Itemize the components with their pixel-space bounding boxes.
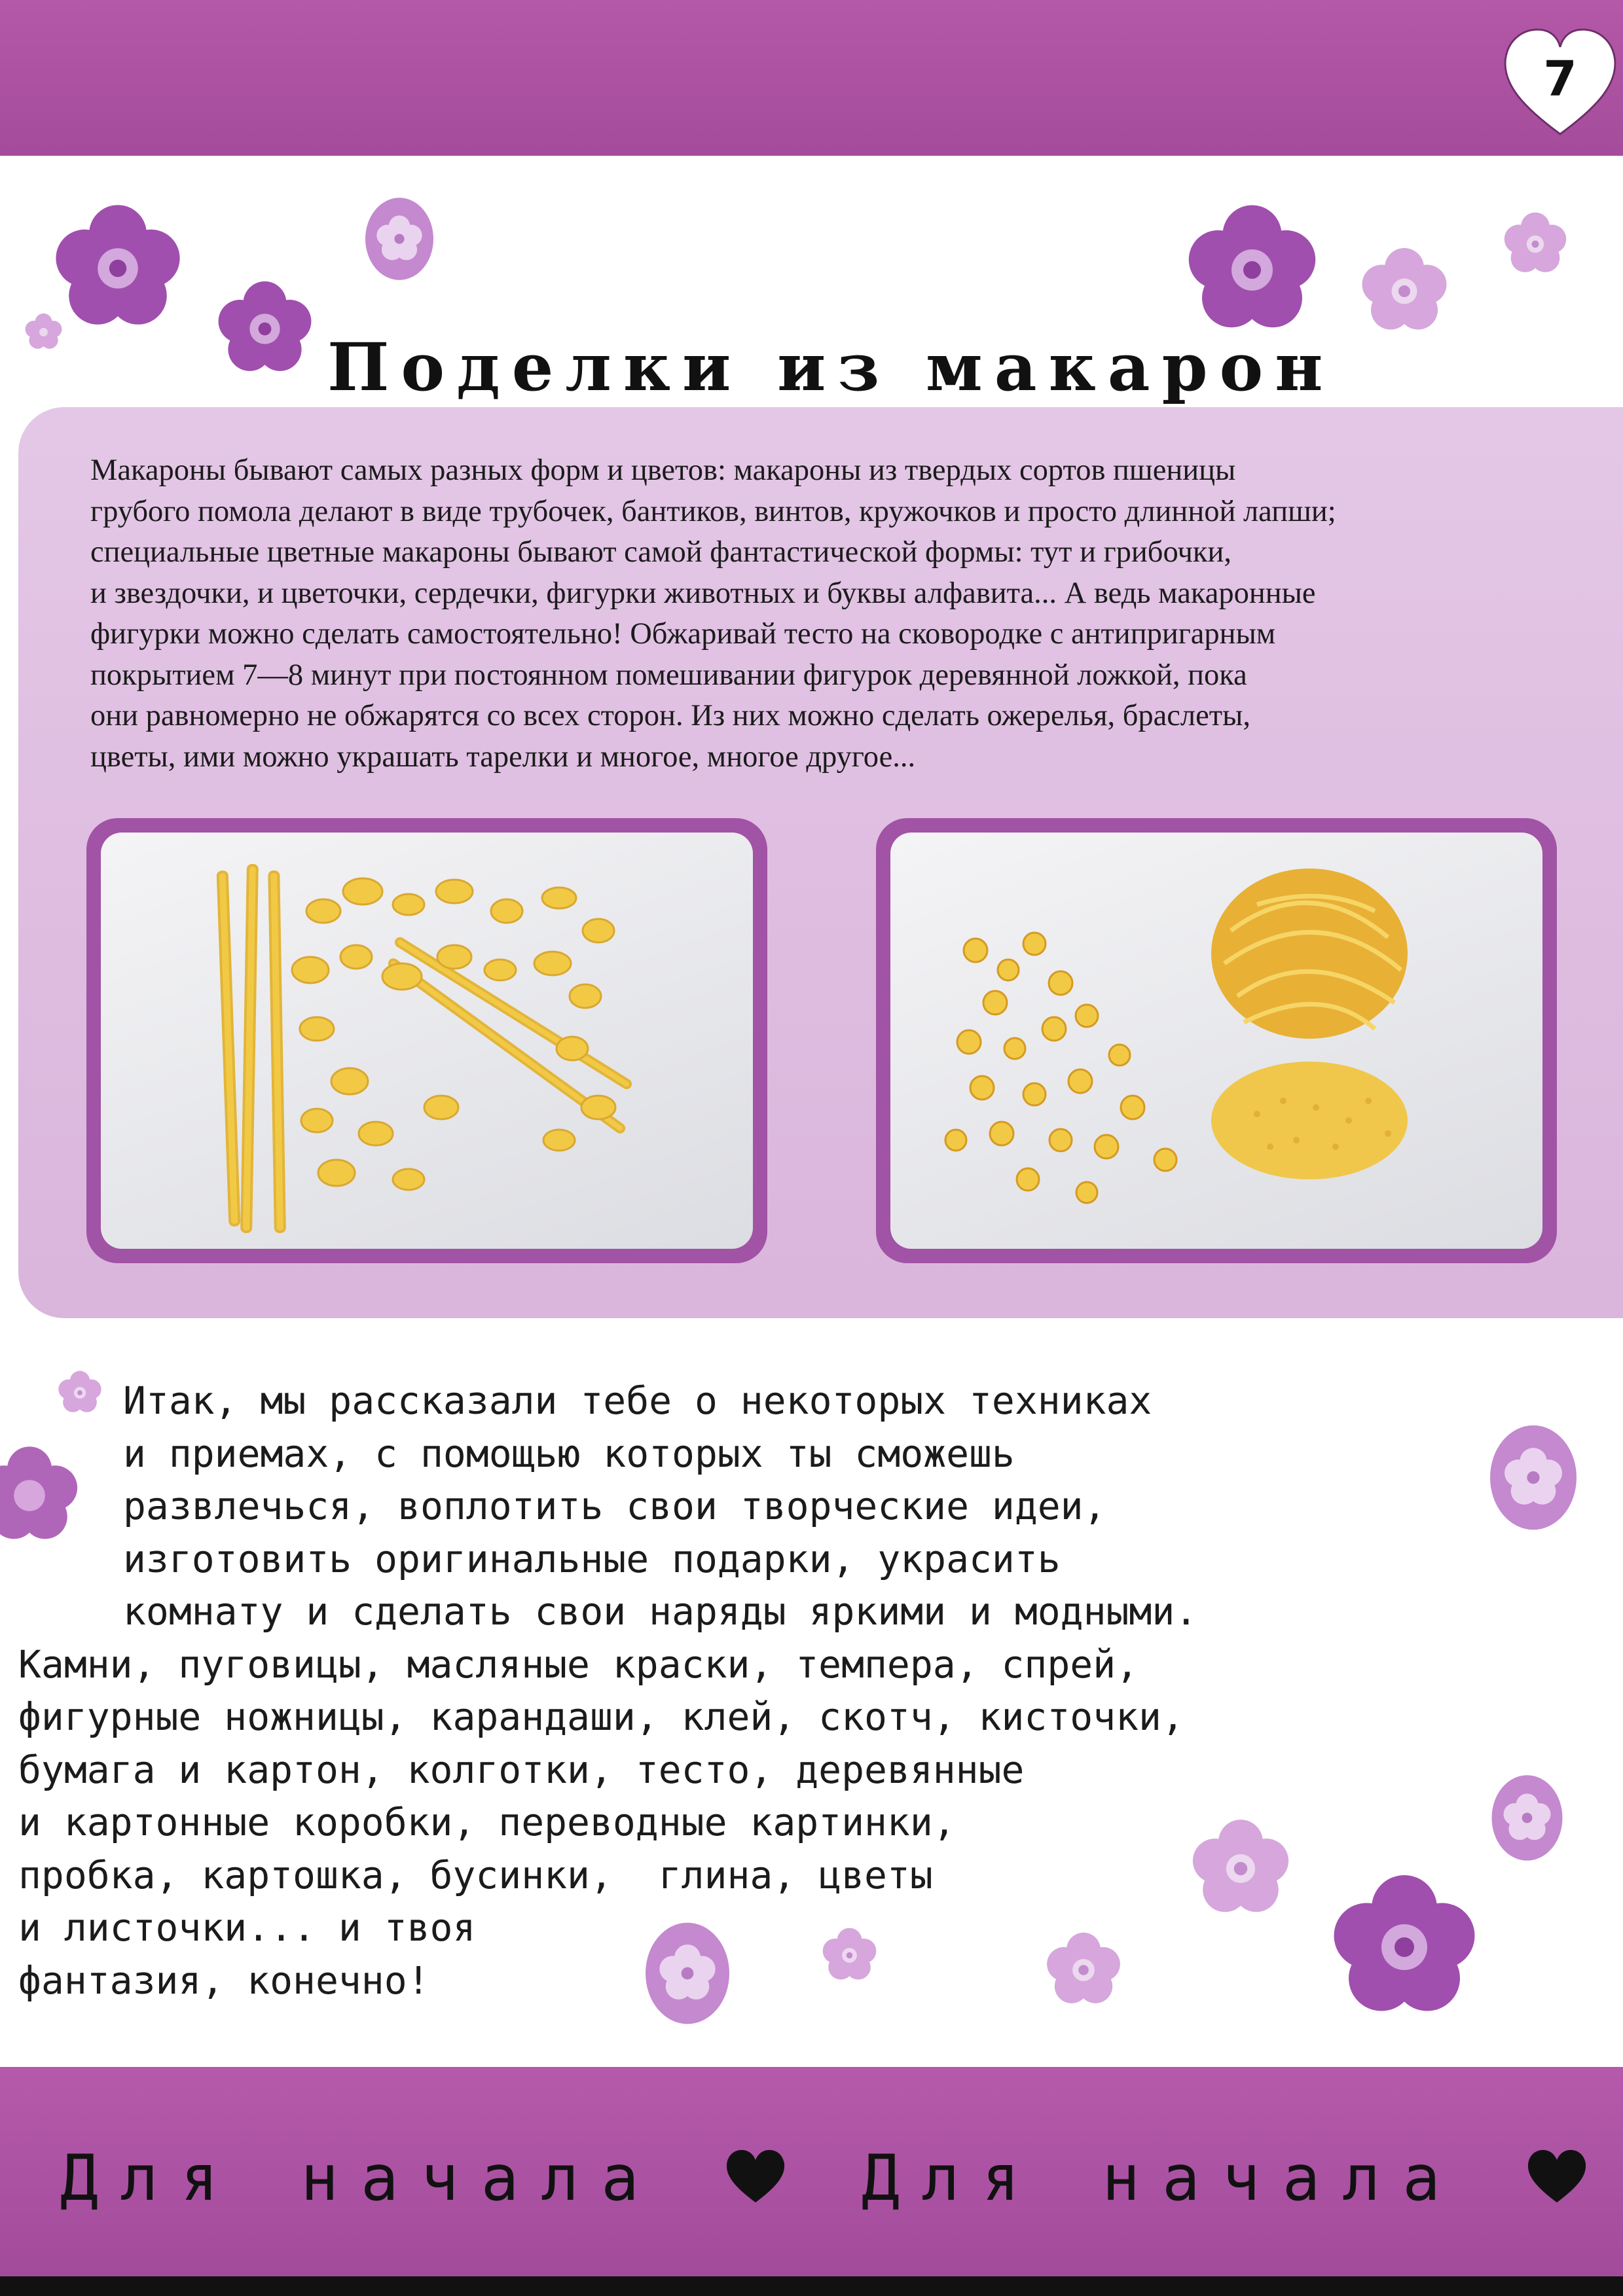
pasta-shells-nest-image [890, 833, 1542, 1249]
bottom-stripe [0, 2276, 1623, 2296]
flower-icon [1489, 1774, 1565, 1862]
body-line: и листочки... и твоя [18, 1905, 476, 1950]
intro-line: и звездочки, и цветочки, сердечки, фигурки животных и буквы алфавита... А ведь макаронные [90, 576, 1316, 610]
flower-icon [46, 196, 190, 340]
intro-line: грубого помола делают в виде трубочек, бантиков, винтов, кружочков и просто длинной лапши; [90, 494, 1336, 528]
intro-line: Макароны бывают самых разных форм и цветов: макароны из твердых сортов пшеницы [90, 454, 1236, 487]
intro-line: цветы, ими можно украшать тарелки и многое, многое другое... [90, 740, 916, 774]
body-line: и приемах, с помощью которых ты сможешь [123, 1431, 1015, 1476]
flower-icon [1322, 1865, 1486, 2029]
intro-line: они равномерно не обжарятся со всех сторон. Из них можно сделать ожерелья, браслеты, [90, 699, 1250, 732]
pasta-assortment-image [101, 833, 753, 1249]
flower-icon [1355, 242, 1453, 340]
flower-icon [211, 275, 319, 383]
flower-icon [1178, 196, 1326, 344]
intro-line: покрытием 7—8 минут при постоянном помешивании фигурок деревянной ложкой, пока [90, 658, 1247, 692]
body-line: изготовить оригинальные подарки, украсить [123, 1536, 1061, 1581]
body-line: комнату и сделать свои наряды яркими и модными. [123, 1589, 1198, 1634]
top-band [0, 0, 1623, 156]
flower-icon [1487, 1424, 1579, 1532]
page-number: 7 [1543, 51, 1577, 107]
flower-icon [818, 1924, 881, 1986]
flower-icon [1499, 208, 1571, 280]
heart-icon [1525, 2149, 1588, 2204]
body-line: фигурные ножницы, карандаши, клей, скотч, кисточки, [18, 1695, 1184, 1739]
body-line: фантазия, конечно! [18, 1958, 430, 2003]
flower-icon [1185, 1813, 1296, 1924]
body-line: пробка, картошка, бусинки, глина, цветы [18, 1852, 933, 1897]
intro-paragraph [90, 450, 1531, 778]
flower-icon [1041, 1928, 1126, 2013]
intro-line: фигурки можно сделать самостоятельно! Обжаривай тесто на сковородке с антипригарным [90, 617, 1276, 651]
pasta-photo-right [876, 818, 1557, 1263]
body-line: Итак, мы рассказали тебе о некоторых техниках [123, 1378, 1152, 1423]
flower-icon [0, 1440, 85, 1551]
footer-label: Для начала [862, 2142, 1463, 2215]
flower-icon [642, 1921, 733, 2026]
flower-icon [55, 1368, 105, 1418]
page-title: Поделки из макарон [327, 329, 1335, 406]
heart-icon [724, 2149, 787, 2204]
footer-label: Для начала [60, 2142, 661, 2215]
body-line: Камни, пуговицы, масляные краски, темпера, спрей, [18, 1641, 1139, 1687]
flower-icon [363, 196, 435, 281]
body-line: и картонные коробки, переводные картинки, [18, 1800, 956, 1844]
pasta-photo-left [86, 818, 767, 1263]
body-line: бумага и картон, колготки, тесто, деревянные [18, 1747, 1025, 1792]
body-line: развлечься, воплотить свои творческие идеи, [123, 1484, 1106, 1528]
intro-line: специальные цветные макароны бывают самой фантастической формы: тут и грибочки, [90, 535, 1232, 569]
flower-icon [22, 311, 65, 353]
